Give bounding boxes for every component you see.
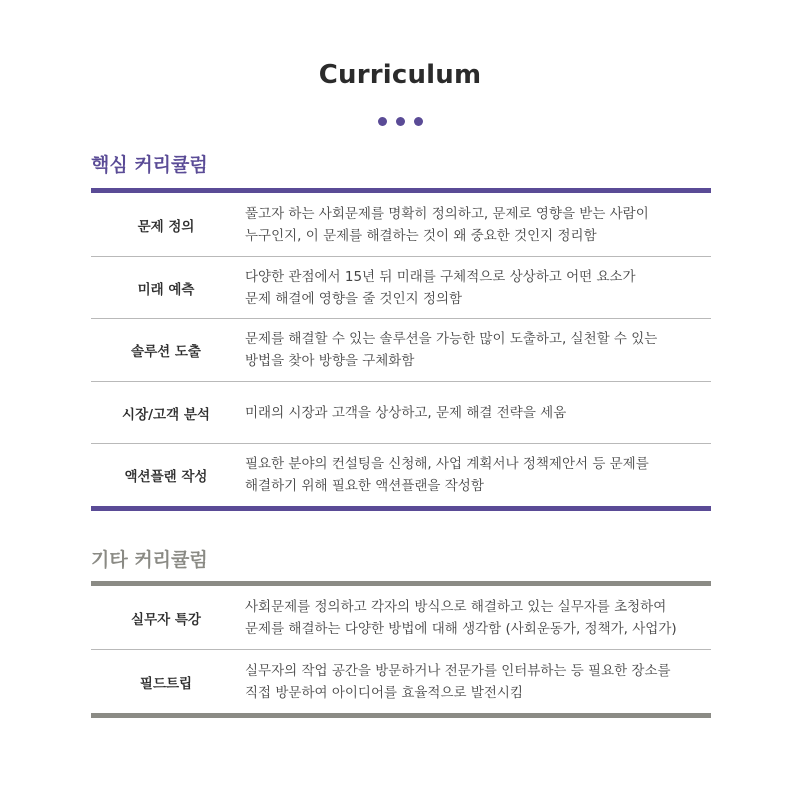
description-line: 문제를 해결할 수 있는 솔루션을 가능한 많이 도출하고, 실천할 수 있는 (245, 331, 658, 347)
table-row (91, 193, 711, 257)
description-line: 방법을 찾아 방향을 구체화함 (245, 353, 415, 369)
row-label: 문제 정의 (137, 218, 195, 235)
description-line: 필요한 분야의 컨설팅을 신청해, 사업 계획서나 정책제안서 등 문제를 (245, 456, 649, 472)
row-description (241, 660, 711, 704)
decorative-dots (0, 117, 800, 126)
row-description (241, 203, 711, 247)
table-row (91, 257, 711, 319)
other-curriculum-table (91, 581, 711, 718)
description-line: 실무자의 작업 공간을 방문하거나 전문가를 인터뷰하는 등 필요한 장소를 (245, 662, 671, 679)
description-line: 풀고자 하는 사회문제를 명확히 정의하고, 문제로 영향을 받는 사람이 (245, 205, 649, 222)
page-title: Curriculum (318, 60, 482, 90)
table-row (91, 650, 711, 713)
row-description (241, 453, 711, 497)
row-description (241, 328, 711, 372)
dot-icon (378, 117, 387, 126)
row-label: 필드트립 (139, 675, 193, 692)
row-label: 솔루션 도출 (131, 344, 201, 360)
description-line: 미래의 시장과 고객을 상상하고, 문제 해결 전략을 세움 (245, 404, 567, 421)
description-line: 사회문제를 정의하고 각자의 방식으로 해결하고 있는 실무자를 초청하여 (245, 598, 667, 615)
table-row (91, 319, 711, 382)
table-row (91, 382, 711, 444)
core-curriculum-heading: 핵심 커리큘럼 (91, 154, 208, 176)
dot-icon (414, 117, 423, 126)
description-line: 문제를 해결하는 다양한 방법에 대해 생각함 (사회운동가, 정책가, 사업가) (245, 620, 677, 637)
other-curriculum-heading: 기타 커리큘럼 (91, 549, 208, 571)
description-line: 문제 해결에 영향을 줄 것인지 정의함 (245, 290, 463, 307)
row-label: 시장/고객 분석 (122, 406, 210, 423)
table-row (91, 586, 711, 650)
table-row (91, 444, 711, 506)
row-label: 실무자 특강 (131, 611, 201, 628)
description-line: 누구인지, 이 문제를 해결하는 것이 왜 중요한 것인지 정리함 (245, 227, 597, 244)
row-description (241, 266, 711, 310)
row-label: 미래 예측 (137, 281, 195, 298)
description-line: 다양한 관점에서 15년 뒤 미래를 구체적으로 상상하고 어떤 요소가 (245, 268, 636, 285)
core-curriculum-table (91, 188, 711, 511)
row-description (241, 402, 711, 424)
row-label: 액션플랜 작성 (124, 469, 208, 485)
description-line: 해결하기 위해 필요한 액션플랜을 작성함 (245, 478, 484, 494)
dot-icon (396, 117, 405, 126)
row-description (241, 596, 711, 640)
description-line: 직접 방문하여 아이디어를 효율적으로 발전시킴 (245, 684, 523, 701)
